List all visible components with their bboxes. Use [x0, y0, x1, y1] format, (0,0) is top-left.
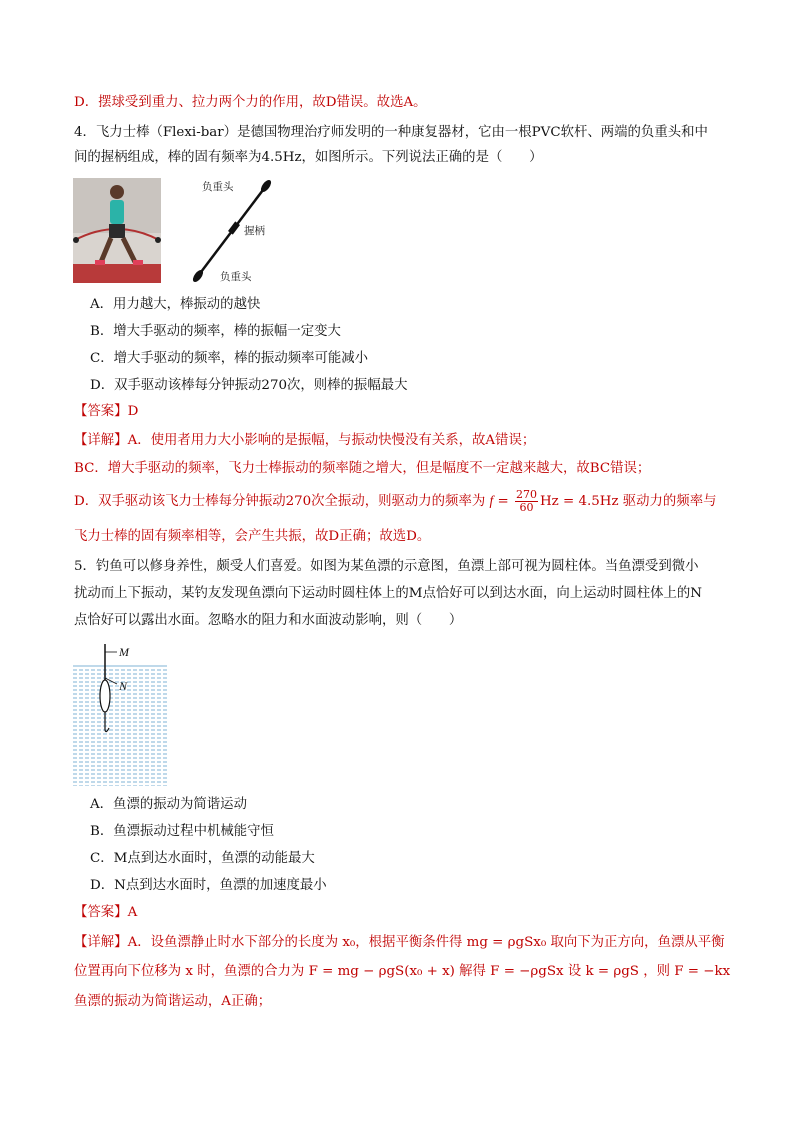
rod-top-label: 负重头 [202, 181, 234, 193]
fishing-float-diagram [73, 644, 167, 786]
answer-tag: 【答案】 [74, 404, 128, 419]
option-4a: A．用力越大，棒振动的越快 [90, 297, 261, 312]
detail-text: A．使用者用力大小影响的是振幅，与振动快慢没有关系，故A错误； [127, 433, 536, 448]
detail-4-a [74, 431, 535, 451]
question-5-line-1: 5．钓鱼可以修身养性，颇受人们喜爱。如图为某鱼漂的示意图，鱼漂上部可视为圆柱体。当鱼漂受到微小 [74, 559, 699, 574]
option-5b: B．鱼漂振动过程中机械能守恒 [90, 824, 274, 839]
rod-bottom-label: 负重头 [220, 271, 252, 283]
detail-tag: 【详解】 [74, 433, 128, 448]
detail-4-d-line-2: 飞力士棒的固有频率相等，会产生共振，故D正确；故选D。 [74, 529, 431, 544]
detail-4-bc: BC．增大手驱动的频率，飞力士棒振动的频率随之增大，但是幅度不一定越来越大，故BC错误； [74, 461, 651, 476]
detail-d-after: Hz = 4.5Hz 驱动力的频率与 [540, 494, 717, 509]
question-4-line-1: 4．飞力士棒（Flexi-bar）是德国物理治疗师发明的一种康复器材，它由一根PVC软杆、两端的负重头和中 [74, 125, 708, 140]
rod-grip-label: 握柄 [244, 225, 265, 237]
fraction-numerator: 270 [516, 488, 537, 501]
detail-5-line-3: 鱼漂的振动为简谐运动，A正确； [74, 994, 272, 1009]
option-4c: C．增大手驱动的频率，棒的振动频率可能减小 [90, 351, 369, 366]
prev-answer-line: D．摆球受到重力、拉力两个力的作用，故D错误。故选A。 [74, 95, 427, 110]
question-5-line-3: 点恰好可以露出水面。忽略水的阻力和水面波动影响，则（ ） [74, 613, 463, 628]
formula-equals: = [497, 494, 509, 509]
answer-tag: 【答案】 [74, 905, 128, 920]
detail-text: A．设鱼漂静止时水下部分的长度为 x₀，根据平衡条件得 mg = ρgSx₀ 取向下为正方向，鱼漂从平衡 [127, 935, 725, 950]
option-4d: D．双手驱动该棒每分钟振动270次，则棒的振幅最大 [90, 378, 408, 393]
option-5d: D．N点到达水面时，鱼漂的加速度最小 [90, 878, 327, 893]
question-4-line-2: 间的握柄组成，棒的固有频率为4.5Hz，如图所示。下列说法正确的是（ ） [74, 150, 543, 165]
detail-5-line-1 [74, 933, 725, 953]
option-5a: A．鱼漂的振动为简谐运动 [90, 797, 247, 812]
flexi-bar-photo [73, 178, 161, 283]
question-5-line-2: 扰动而上下振动，某钓友发现鱼漂向下运动时圆柱体上的M点恰好可以到达水面，向上运动时圆柱体上的N [74, 586, 703, 601]
flexi-bar-diagram [186, 178, 276, 286]
detail-5-line-2: 位置再向下位移为 x 时，鱼漂的合力为 F = mg − ρgS(x₀ + x) 解得 F = −ρgSx 设 k = ρgS ，则 F = −kx [74, 964, 731, 979]
formula-f: f [489, 493, 494, 508]
point-n-label: N [119, 679, 128, 693]
fraction-denominator: 60 [519, 501, 534, 514]
detail-d-text: D．双手驱动该飞力士棒每分钟振动270次全振动，则驱动力的频率为 [74, 494, 486, 509]
answer-value: D [127, 404, 139, 419]
formula-fraction [515, 489, 538, 514]
answer-5 [74, 903, 137, 923]
detail-4-d-line-1 [74, 486, 716, 517]
option-5c: C．M点到达水面时，鱼漂的动能最大 [90, 851, 315, 866]
detail-tag: 【详解】 [74, 935, 128, 950]
point-m-label: M [119, 645, 129, 659]
answer-value: A [127, 905, 138, 920]
option-4b: B．增大手驱动的频率，棒的振幅一定变大 [90, 324, 341, 339]
answer-4 [74, 402, 138, 422]
